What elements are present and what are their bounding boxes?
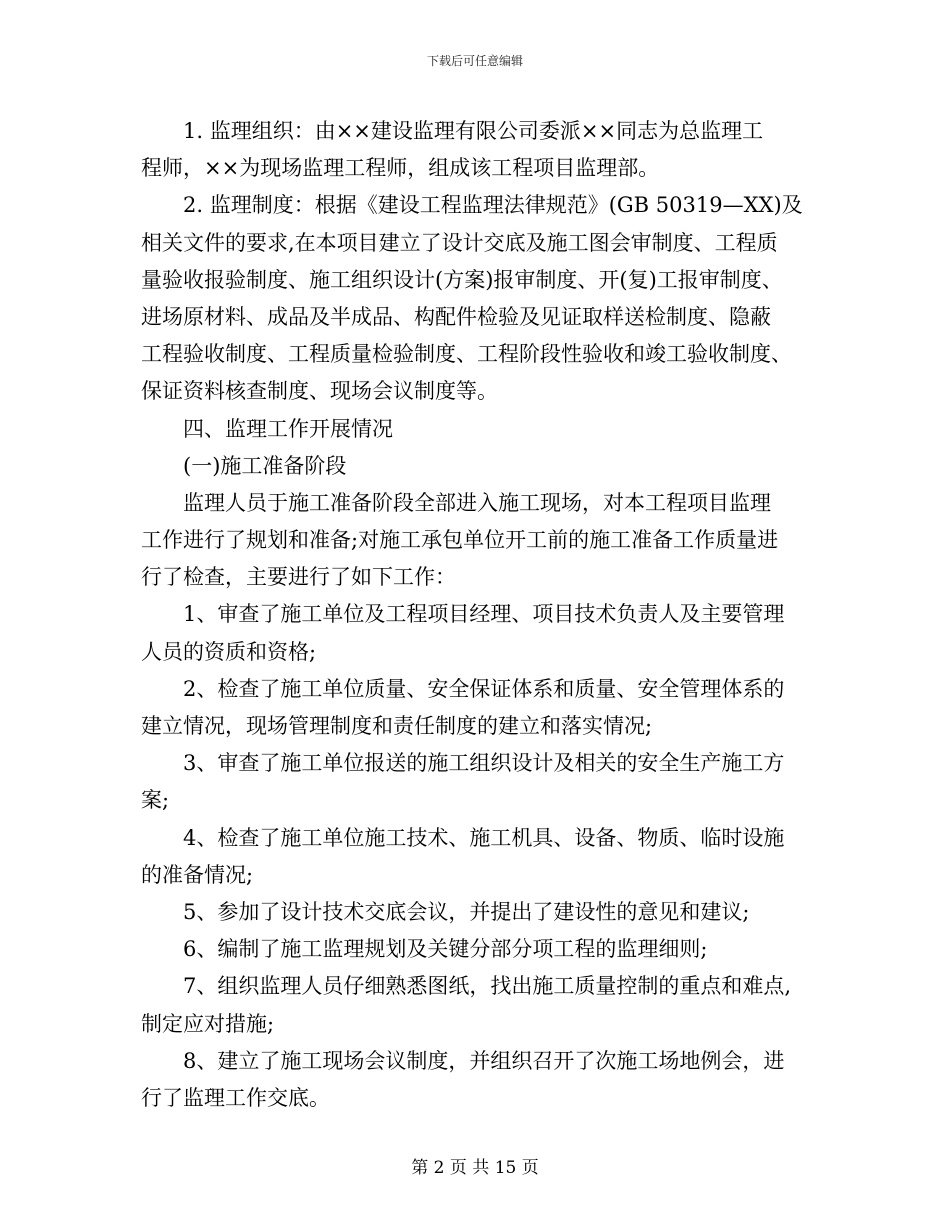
text-line: 1. 监理组织：由××建设监理有限公司委派××同志为总监理工 <box>183 119 764 143</box>
page-header: 下载后可任意编辑 <box>426 54 523 68</box>
list-item <box>141 820 816 894</box>
text-line: 相关文件的要求,在本项目建立了设计交底及施工图会审制度、工程质 <box>141 230 778 255</box>
footer-middle: 页 共 <box>449 1158 490 1178</box>
text-line: 行了监理工作交底。 <box>141 1085 330 1110</box>
text-line: 2. 监理制度：根据《建设工程监理法律规范》(GB 50319—XX)及 <box>183 193 803 218</box>
text-line: 3、审查了施工单位报送的施工组织设计及相关的安全生产施工方 <box>183 751 785 776</box>
text-line: 案; <box>141 788 170 813</box>
paragraph-preparation-intro <box>141 485 816 597</box>
heading-line: (一)施工准备阶段 <box>183 453 347 478</box>
text-line: 行了检查，主要进行了如下工作： <box>141 565 456 590</box>
paragraph-supervision-organization <box>141 113 816 187</box>
text-line: 进场原材料、成品及半成品、构配件检验及见证取样送检制度、隐蔽 <box>141 304 771 329</box>
subsection-heading <box>141 448 816 485</box>
page-number: 2 <box>433 1158 445 1178</box>
footer-prefix: 第 <box>411 1158 429 1178</box>
list-item <box>141 894 816 931</box>
list-item <box>141 931 816 968</box>
total-pages: 15 <box>494 1158 517 1178</box>
text-line: 人员的资质和资格; <box>141 639 317 664</box>
text-line: 7、组织监理人员仔细熟悉图纸，找出施工质量控制的重点和难点, <box>183 974 792 999</box>
text-line: 工作进行了规划和准备;对施工承包单位开工前的施工准备工作质量进 <box>141 528 779 553</box>
heading-line: 四、监理工作开展情况 <box>183 416 393 441</box>
text-line: 保证资料核查制度、现场会议制度等。 <box>141 379 498 404</box>
text-line: 的准备情况; <box>141 862 254 887</box>
paragraph-supervision-system <box>141 187 816 410</box>
document-body <box>141 113 816 1117</box>
text-line: 工程验收制度、工程质量检验制度、工程阶段性验收和竣工验收制度、 <box>141 342 792 367</box>
list-item <box>141 745 816 819</box>
text-line: 建立情况，现场管理制度和责任制度的建立和落实情况; <box>141 714 653 738</box>
text-line: 1、审查了施工单位及工程项目经理、项目技术负责人及主要管理 <box>183 602 785 627</box>
text-line: 程师，××为现场监理工程师，组成该工程项目监理部。 <box>141 156 660 181</box>
text-line: 4、检查了施工单位施工技术、施工机具、设备、物质、临时设施 <box>183 825 785 850</box>
section-heading <box>141 411 816 448</box>
list-item <box>141 671 816 745</box>
text-line: 6、编制了施工监理规划及关键分部分项工程的监理细则; <box>183 937 708 962</box>
text-line: 5、参加了设计技术交底会议，并提出了建设性的意见和建议; <box>183 899 750 924</box>
text-line: 8、建立了施工现场会议制度，并组织召开了次施工场地例会，进 <box>183 1048 785 1073</box>
text-line: 制定应对措施; <box>141 1011 275 1036</box>
list-item <box>141 968 816 1042</box>
text-line: 2、检查了施工单位质量、安全保证体系和质量、安全管理体系的 <box>183 676 785 701</box>
text-line: 量验收报验制度、施工组织设计(方案)报审制度、开(复)工报审制度、 <box>141 267 783 292</box>
page-footer <box>0 1153 950 1178</box>
footer-suffix: 页 <box>521 1158 539 1178</box>
text-line: 监理人员于施工准备阶段全部进入施工现场，对本工程项目监理 <box>183 490 771 515</box>
list-item <box>141 1043 816 1117</box>
list-item <box>141 596 816 670</box>
